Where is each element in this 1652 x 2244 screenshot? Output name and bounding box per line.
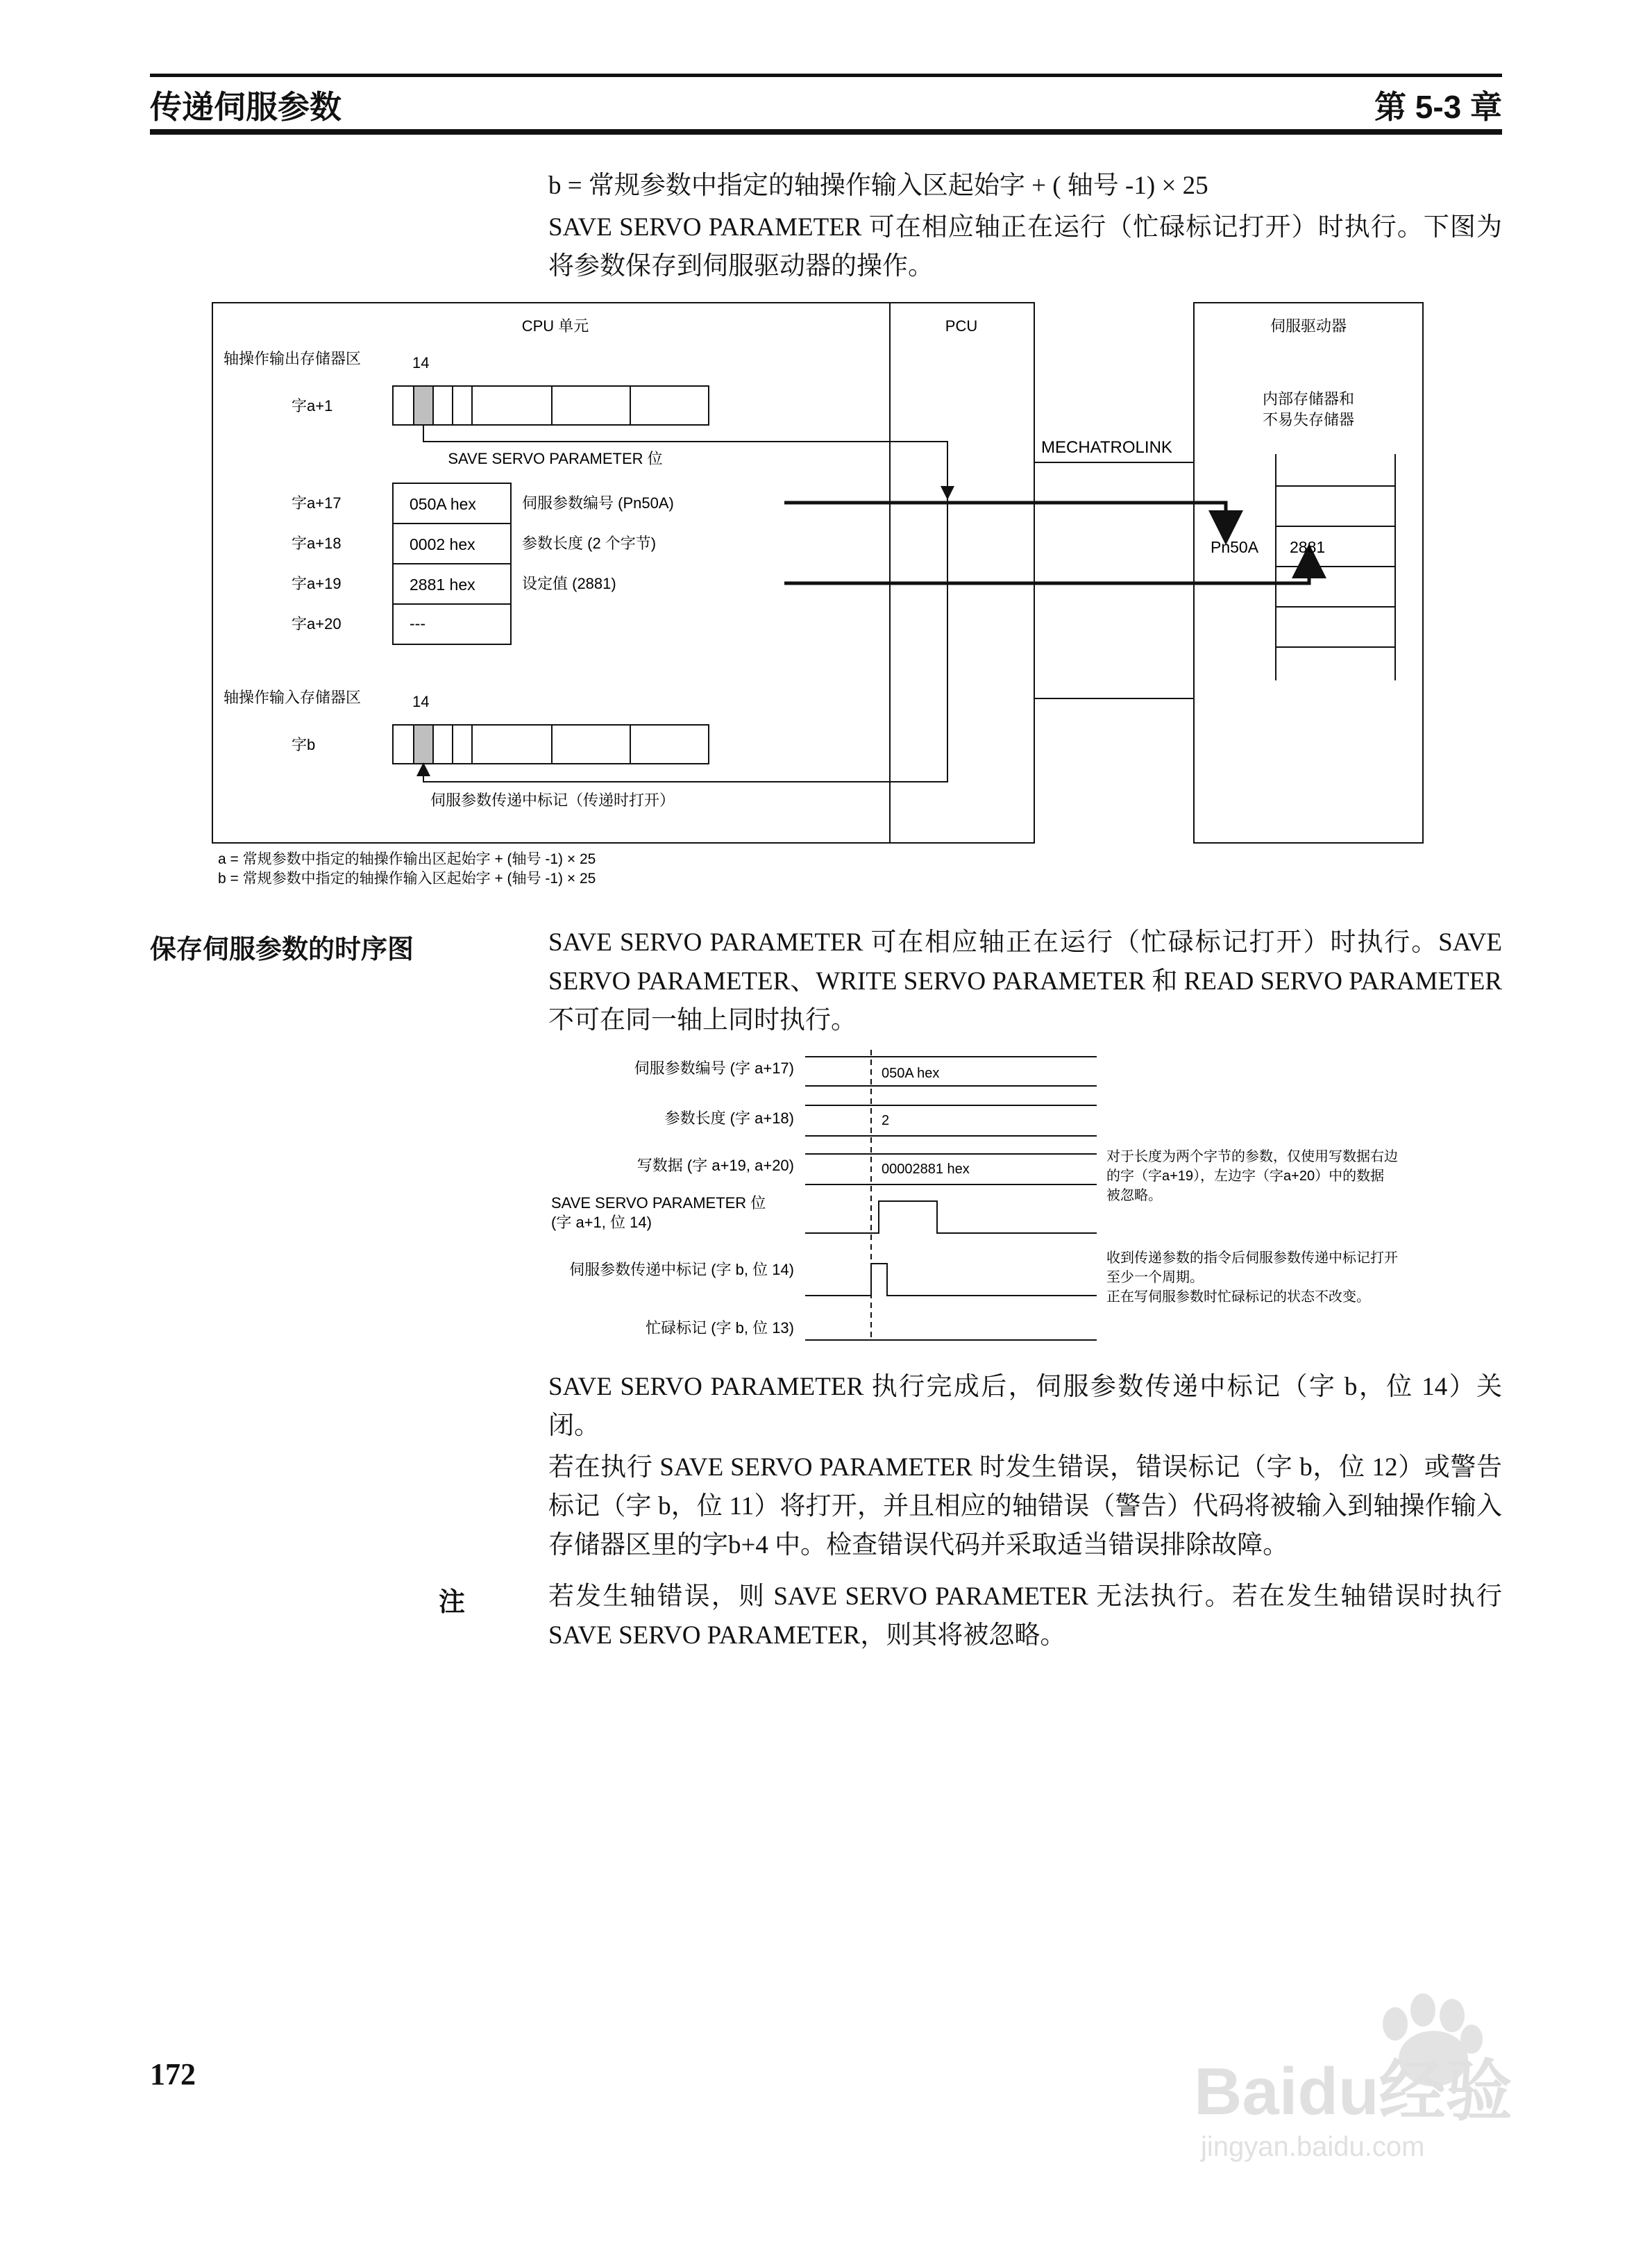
cpu-title: CPU 单元 bbox=[521, 317, 589, 335]
section-title: 传递伺服参数 bbox=[150, 89, 342, 125]
input-area-label: 轴操作输入存储器区 bbox=[224, 689, 362, 706]
servo-value-label: 2881 bbox=[1290, 538, 1326, 556]
row-word: 字a+18 bbox=[292, 535, 342, 552]
row-word: 字a+20 bbox=[292, 615, 342, 633]
timing-section-title: 保存伺服参数的时序图 bbox=[150, 935, 414, 964]
bus-value: 2 bbox=[882, 1113, 890, 1128]
word-b-label: 字b bbox=[292, 736, 316, 753]
row-value: 050A hex bbox=[410, 495, 476, 513]
timing-note-2: 正在写伺服参数时忙碌标记的状态不改变。 bbox=[1106, 1289, 1370, 1305]
timing-note-1: 被忽略。 bbox=[1106, 1188, 1162, 1203]
bit-14-output: 14 bbox=[412, 354, 430, 371]
row-desc: 伺服参数编号 (Pn50A) bbox=[522, 494, 674, 512]
output-area-label: 轴操作输出存储器区 bbox=[224, 350, 362, 367]
word-a1-label: 字a+1 bbox=[292, 397, 333, 415]
baidu-watermark bbox=[1180, 1982, 1569, 2163]
note-label: 注 bbox=[439, 1588, 466, 1617]
timing-paragraph: SAVE SERVO PARAMETER 可在相应轴正在运行（忙碌标记打开）时执行。SAVE SERVO PARAMETER、WRITE SERVO PARAMETER 和 READ SERVO PARAMETER 不可在同一轴上同时执行。 bbox=[548, 928, 1502, 1035]
transfer-flag-waveform bbox=[805, 1264, 1097, 1296]
internal-memory-label-1: 内部存储器和 bbox=[1262, 390, 1355, 408]
chapter-label: 第 5-3 章 bbox=[1374, 89, 1502, 125]
timing-label: 忙碌标记 (字 b, 位 13) bbox=[646, 1319, 794, 1337]
error-paragraph: 若在执行 SAVE SERVO PARAMETER 时发生错误，错误标记（字 b，位 12）或警告标记（字 b，位 11）将打开，并且相应的轴错误（警告）代码将被输入到轴操作输入存储器区里的字b+4 中。检查错误代码并采取适当错误排除故障。 bbox=[548, 1453, 1502, 1559]
timing-label: 伺服参数编号 (字 a+17) bbox=[634, 1060, 794, 1077]
bit-14-input: 14 bbox=[412, 693, 430, 710]
timing-label: (字 a+1, 位 14) bbox=[551, 1214, 652, 1231]
row-word: 字a+19 bbox=[292, 575, 342, 592]
watermark-url: jingyan.baidu.com bbox=[1201, 2132, 1425, 2162]
save-bit-waveform bbox=[805, 1201, 1097, 1233]
row-value: 2881 hex bbox=[410, 576, 475, 594]
timing-label: 伺服参数传递中标记 (字 b, 位 14) bbox=[569, 1261, 794, 1278]
intro-paragraph: SAVE SERVO PARAMETER 可在相应轴正在运行（忙碌标记打开）时执行。下图为将参数保存到伺服驱动器的操作。 bbox=[548, 213, 1502, 280]
timing-note-1: 对于长度为两个字节的参数，仅使用写数据右边 bbox=[1106, 1149, 1398, 1164]
timing-note-2: 至少一个周期。 bbox=[1106, 1270, 1204, 1285]
servo-param-label: Pn50A bbox=[1211, 538, 1259, 556]
row-value: --- bbox=[410, 614, 425, 633]
formula-b: b = 常规参数中指定的轴操作输入区起始字 + ( 轴号 -1) × 25 bbox=[548, 171, 1208, 200]
timing-label: 参数长度 (字 a+18) bbox=[664, 1110, 794, 1127]
timing-label: 写数据 (字 a+19, a+20) bbox=[637, 1157, 794, 1174]
bus-value: 00002881 hex bbox=[882, 1162, 970, 1177]
timing-note-1: 的字（字a+19），左边字（字a+20）中的数据 bbox=[1106, 1169, 1385, 1184]
transfer-flag-label: 伺服参数传递中标记（传递时打开） bbox=[430, 792, 675, 809]
timing-label: SAVE SERVO PARAMETER 位 bbox=[551, 1194, 766, 1212]
row-word: 字a+17 bbox=[292, 494, 342, 512]
row-desc: 设定值 (2881) bbox=[522, 575, 616, 592]
watermark-brand: Baidu经验 bbox=[1194, 2054, 1512, 2129]
bus-param-length bbox=[805, 1105, 1097, 1136]
row-value: 0002 hex bbox=[410, 535, 475, 553]
page-number: 172 bbox=[150, 2057, 196, 2091]
save-bit-label: SAVE SERVO PARAMETER 位 bbox=[448, 450, 663, 467]
bus-value: 050A hex bbox=[882, 1066, 940, 1081]
bus-param-number bbox=[805, 1057, 1097, 1086]
servo-title: 伺服驱动器 bbox=[1270, 317, 1347, 335]
internal-memory-label-2: 不易失存储器 bbox=[1262, 411, 1355, 428]
footnote-b: b = 常规参数中指定的轴操作输入区起始字 + (轴号 -1) × 25 bbox=[218, 871, 596, 887]
completion-paragraph: SAVE SERVO PARAMETER 执行完成后，伺服参数传递中标记（字 b，位 14）关闭。 bbox=[548, 1373, 1502, 1440]
timing-note-2: 收到传递参数的指令后伺服参数传递中标记打开 bbox=[1106, 1250, 1398, 1266]
pcu-title: PCU bbox=[945, 317, 978, 335]
footnote-a: a = 常规参数中指定的轴操作输出区起始字 + (轴号 -1) × 25 bbox=[218, 851, 596, 867]
note-text: 若发生轴错误，则 SAVE SERVO PARAMETER 无法执行。若在发生轴错误时执行 SAVE SERVO PARAMETER，则其将被忽略。 bbox=[548, 1582, 1502, 1650]
mechatrolink-label: MECHATROLINK bbox=[1041, 438, 1172, 457]
row-desc: 参数长度 (2 个字节) bbox=[522, 535, 657, 552]
